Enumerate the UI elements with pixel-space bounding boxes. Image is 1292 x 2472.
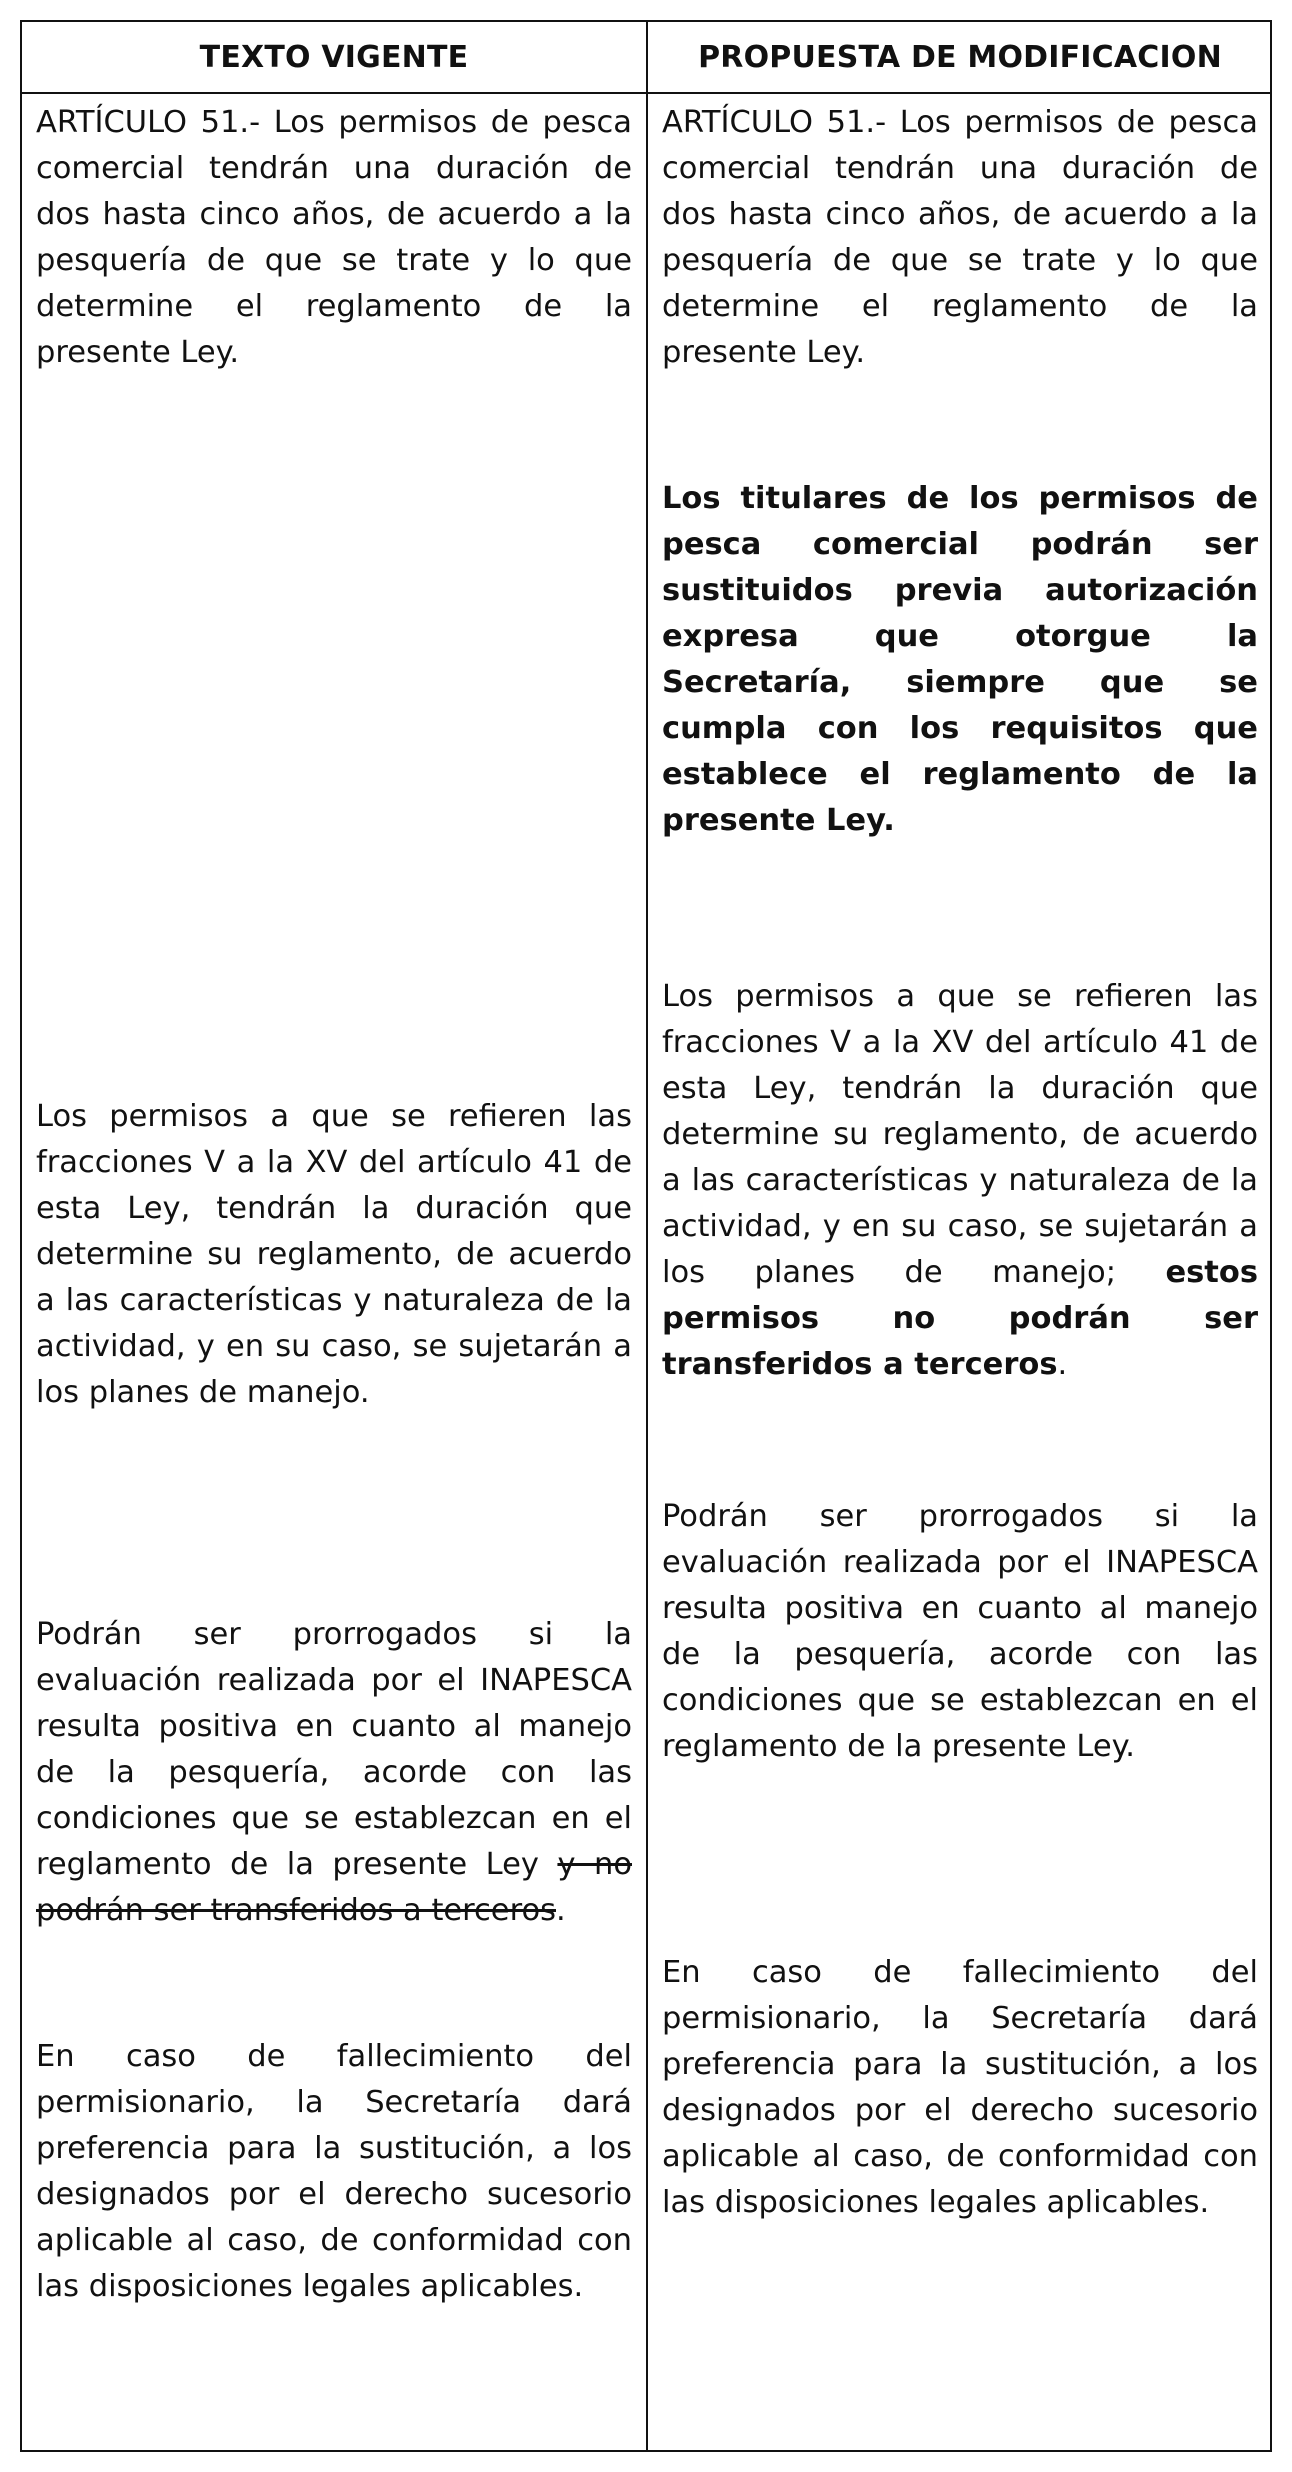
right-non-transferable-text: estos permisos no podrán ser transferidos a terceros (662, 1255, 1258, 1382)
right-permits-duration-text: Los permisos a que se refieren las fracciones V a la XV del artículo 41 de esta Ley, tendrán la duración que determine su reglamento, de acuerdo a las características y naturaleza de la actividad, y en su caso, se sujetarán a los planes de manejo; (662, 979, 1258, 1290)
column-divider (646, 22, 648, 2450)
left-extension-text: Podrán ser prorrogados si la evaluación realizada por el INAPESCA resulta positiva en cuanto al manejo de la pesquería, acorde con las condiciones que se establezcan en el reglamento de la presente Ley (36, 1617, 632, 1882)
header-texto-vigente: TEXTO VIGENTE (199, 39, 469, 75)
right-holders-substitution-paragraph: Los titulares de los permisos de pesca comercial podrán ser sustituidos previa autorización expresa que otorgue la Secretaría, siempre que se cumpla con los requisitos que establece el reglamento de la presente Ley. (662, 481, 1258, 838)
left-article-51-paragraph: ARTÍCULO 51.- Los permisos de pesca comercial tendrán una duración de dos hasta cinco años, de acuerdo a la pesquería de que se trate y lo que determine el reglamento de la presente Ley. (36, 105, 632, 370)
right-death-substitution-paragraph: En caso de fallecimiento del permisionario, la Secretaría dará preferencia para la sustitución, a los designados por el derecho sucesorio aplicable al caso, de conformidad con las disposiciones legales aplicables. (662, 1955, 1258, 2220)
left-extension-end: . (556, 1893, 566, 1928)
left-extension-paragraph (36, 1612, 632, 1934)
left-permits-duration-paragraph: Los permisos a que se refieren las fracciones V a la XV del artículo 41 de esta Ley, tendrán la duración que determine su reglamento, de acuerdo a las características y naturaleza de la actividad, y en su caso, se sujetarán a los planes de manejo. (36, 1099, 632, 1410)
left-death-substitution-paragraph: En caso de fallecimiento del permisionario, la Secretaría dará preferencia para la sustitución, a los designados por el derecho sucesorio aplicable al caso, de conformidad con las disposiciones legales aplicables. (36, 2039, 632, 2304)
comparison-table (20, 20, 1272, 2452)
header-propuesta: PROPUESTA DE MODIFICACION (698, 39, 1222, 75)
left-extension-struck-text: y no podrán ser transferidos a terceros (36, 1847, 632, 1928)
right-extension-paragraph: Podrán ser prorrogados si la evaluación realizada por el INAPESCA resulta positiva en cuanto al manejo de la pesquería, acorde con las condiciones que se establezcan en el reglamento de la presente Ley. (662, 1499, 1258, 1764)
right-permits-duration-paragraph (662, 974, 1258, 1388)
right-article-51-paragraph: ARTÍCULO 51.- Los permisos de pesca comercial tendrán una duración de dos hasta cinco años, de acuerdo a la pesquería de que se trate y lo que determine el reglamento de la presente Ley. (662, 105, 1258, 370)
right-permits-duration-end: . (1057, 1347, 1068, 1382)
